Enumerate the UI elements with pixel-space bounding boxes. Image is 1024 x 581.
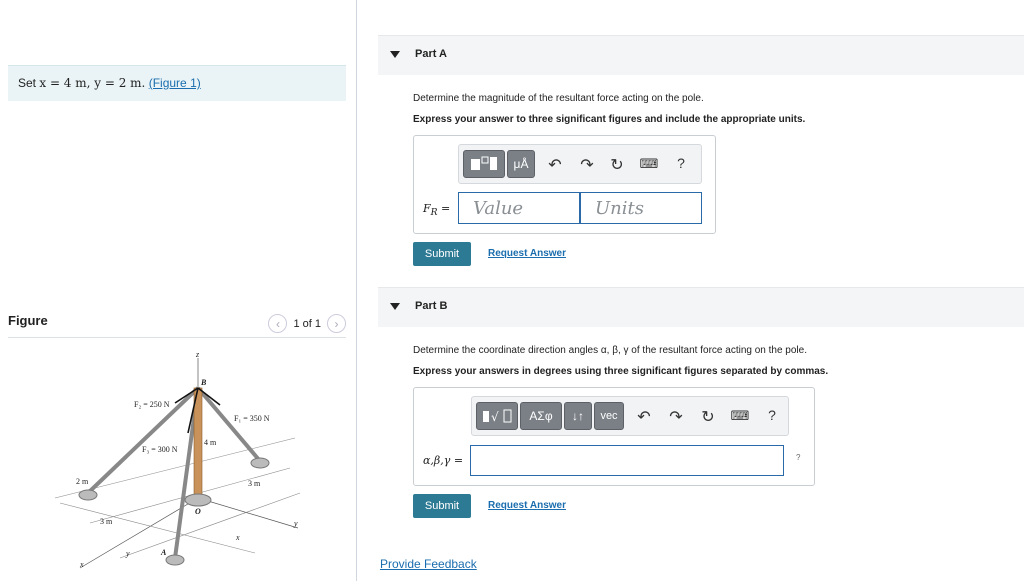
part-a-answer-box — [413, 135, 716, 234]
part-b-question: Determine the coordinate direction angles α, β, γ of the resultant force acting on the pole. — [413, 345, 807, 356]
pole-figure — [20, 343, 350, 578]
part-b-answer-box — [413, 387, 815, 486]
vec-button[interactable]: vec — [594, 402, 624, 430]
label-f3: F₃ = 300 N — [142, 445, 178, 454]
part-a-submit-button[interactable]: Submit — [413, 242, 471, 266]
keyboard-icon[interactable]: ⌨ — [639, 156, 659, 171]
label-x-axis: x — [80, 560, 84, 569]
next-figure-button[interactable] — [327, 314, 346, 333]
units-button[interactable]: μÅ — [507, 150, 535, 178]
chevron-right-icon: › — [334, 316, 339, 331]
page-indicator: 1 of 1 — [293, 317, 321, 330]
problem-prefix: Set — [18, 76, 37, 90]
label-f1: F₁ = 350 N — [234, 414, 270, 423]
label-dim-3m-left: 3 m — [100, 517, 113, 526]
part-a-label: Part A — [415, 48, 447, 60]
figure-title: Figure — [8, 313, 48, 328]
label-dim-2m: 2 m — [76, 477, 89, 486]
svg-text:√: √ — [491, 410, 499, 424]
reset-icon[interactable]: ↻ — [610, 157, 624, 174]
label-a: A — [161, 548, 167, 557]
help-icon[interactable]: ? — [768, 407, 776, 423]
greek-button[interactable]: ΑΣφ — [520, 402, 562, 430]
label-f2: F₂ = 250 N — [134, 400, 170, 409]
figure-link[interactable]: (Figure 1) — [148, 76, 201, 90]
y-axis — [198, 498, 298, 528]
part-b-request-answer[interactable]: Request Answer — [488, 500, 566, 511]
label-o: O — [195, 507, 201, 516]
side-help-mark: ? — [796, 453, 801, 462]
fr-subscript: R — [430, 207, 438, 219]
fr-equals: = — [441, 202, 451, 215]
label-dim-3m-right: 3 m — [248, 479, 261, 488]
redo-icon[interactable]: ↷ — [580, 157, 594, 174]
label-y-axis: y — [294, 519, 298, 528]
cable-f1 — [198, 388, 260, 461]
label-x-dim: x — [236, 533, 240, 542]
undo-icon[interactable]: ↶ — [637, 409, 651, 426]
ground-line — [60, 503, 255, 553]
prev-figure-button[interactable] — [268, 314, 287, 333]
left-panel — [0, 0, 357, 581]
label-y-dim: y — [126, 549, 130, 558]
pole — [194, 388, 202, 498]
part-b-submit-button[interactable]: Submit — [413, 494, 471, 518]
fr-label — [423, 202, 450, 218]
templates-button[interactable] — [476, 402, 518, 430]
collapse-triangle-icon[interactable] — [390, 51, 400, 58]
value-input[interactable]: Value — [458, 192, 580, 224]
provide-feedback-link[interactable]: Provide Feedback — [380, 557, 477, 571]
problem-values: x = 4 m, y = 2 m. — [39, 76, 146, 90]
part-b-instruction: Express your answers in degrees using three significant figures separated by commas. — [413, 366, 829, 377]
part-b-toolbar — [471, 396, 789, 436]
anchor-a — [166, 555, 184, 565]
templates-icon — [468, 155, 500, 173]
label-height: 4 m — [204, 438, 217, 447]
help-icon[interactable]: ? — [677, 155, 685, 171]
undo-icon[interactable]: ↶ — [548, 157, 562, 174]
collapse-triangle-icon[interactable] — [390, 303, 400, 310]
units-input[interactable]: Units — [580, 192, 702, 224]
part-a-instruction: Express your answer to three significant figures and include the appropriate units. — [413, 114, 806, 125]
reset-icon[interactable]: ↻ — [701, 409, 715, 426]
anchor-d — [251, 458, 269, 468]
chevron-left-icon: ‹ — [275, 316, 280, 331]
templates-icon — [480, 407, 514, 425]
part-a-toolbar — [458, 144, 702, 184]
part-a-request-answer[interactable]: Request Answer — [488, 248, 566, 259]
part-b-label: Part B — [415, 300, 448, 312]
part-a-question: Determine the magnitude of the resultant force acting on the pole. — [413, 93, 704, 104]
pole-base — [185, 494, 211, 506]
problem-statement — [8, 65, 346, 101]
part-b-header[interactable] — [378, 287, 1024, 327]
keyboard-icon[interactable]: ⌨ — [730, 408, 750, 423]
label-z: z — [196, 350, 200, 359]
anchor-c — [79, 490, 97, 500]
figure-header — [8, 306, 346, 338]
angles-label: α,β,γ = — [423, 454, 464, 467]
part-a-header[interactable] — [378, 35, 1024, 75]
redo-icon[interactable]: ↷ — [669, 409, 683, 426]
label-b: B — [201, 378, 207, 387]
figure-pager — [268, 314, 346, 333]
templates-button[interactable] — [463, 150, 505, 178]
fr-symbol: F — [423, 202, 431, 215]
angles-input[interactable] — [470, 445, 784, 476]
arrows-button[interactable]: ↓↑ — [564, 402, 592, 430]
